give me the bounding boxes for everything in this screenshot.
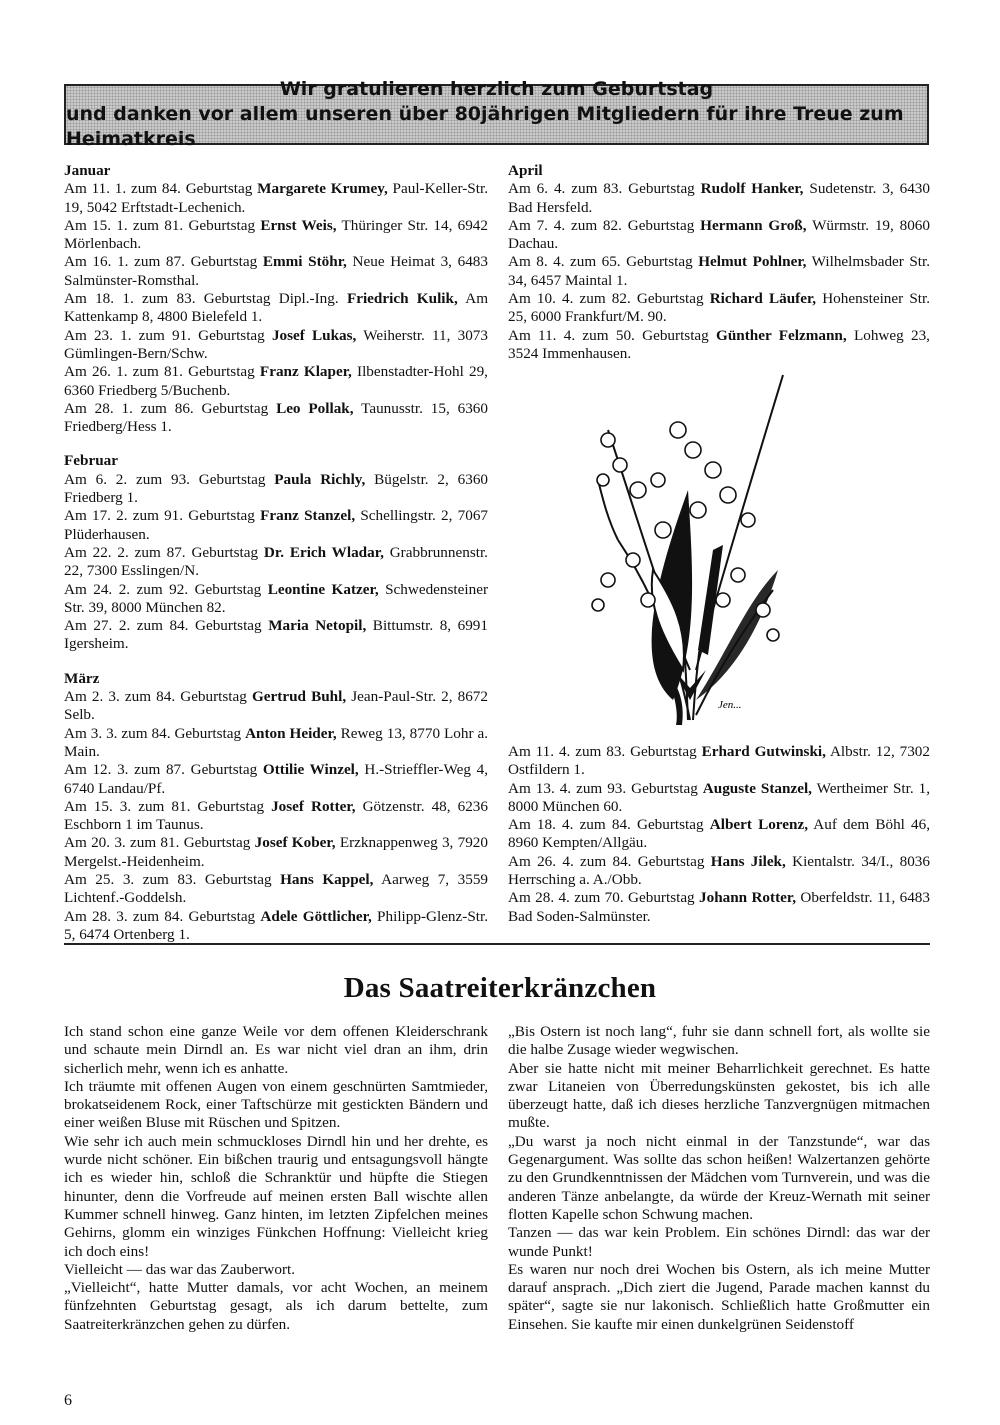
- entry-date: Am 20. 3. zum 81. Geburtstag: [64, 834, 255, 852]
- entry-date: Am 3. 3. zum 84. Geburtstag: [64, 724, 246, 742]
- birthday-entry: [64, 400, 488, 437]
- entry-address: Sudetenstr. 3, 6430 Bad Hersfeld.: [508, 180, 930, 216]
- article-paragraph: Ich stand schon eine ganze Weile vor dem offenen Kleiderschrank und schaute mein Dirndl an. Es war nicht viel dran an ihm, drin sicherlich mehr, wenn ich es anhatte.: [64, 1023, 488, 1077]
- entry-address: Lohweg 23, 3524 Immenhausen.: [508, 326, 930, 362]
- birthday-entry: [64, 363, 488, 400]
- entry-address: Jean-Paul-Str. 2, 8672 Selb.: [64, 688, 488, 724]
- entry-address: Aarweg 7, 3559 Lichtenf.-Goddelsh.: [64, 870, 489, 907]
- birthday-entry: [64, 253, 488, 290]
- entry-name: Gertrud Buhl,: [251, 688, 347, 706]
- entry-address: Wertheimer Str. 1, 8000 München 60.: [508, 779, 930, 815]
- birthday-entry: [64, 761, 488, 798]
- entry-name: Josef Lukas,: [271, 326, 357, 344]
- birthday-entry: [64, 688, 488, 725]
- birthday-entry: [508, 327, 930, 364]
- birthday-entry: [64, 834, 488, 871]
- entry-date: Am 28. 1. zum 86. Geburtstag: [64, 399, 277, 417]
- article-paragraph: Aber sie hatte nicht mit meiner Beharrlichkeit gerechnet. Es hatte zwar Litaneien von Überredungskünsten gekostet, bis ich alle überzeugt hatte, daß ich dieses herzliche Tanzvergnügen mitmachen mußte.: [508, 1059, 930, 1132]
- entry-list: [64, 180, 488, 436]
- article-paragraph: Wie sehr ich auch mein schmuckloses Dirndl hin und her drehte, es wurde nicht schöner. Ein bißchen traurig und entsagungsvoll hängte ich es wieder hin, schloß die Schranktür und hüpfte die Stiegen hinunter, denn die Vorfreude auf meinen ersten Ball wischte allen Kummer schnell hinweg. Ganz hinten, im letzten Zipfelchen meines Gehirns, glomm ein winziges Fünkchen Hoffnung: Vielleicht krieg ich doch eins!: [64, 1132, 488, 1260]
- entry-address: Taunusstr. 15, 6360 Friedberg/Hess 1.: [64, 399, 488, 436]
- entry-list: [64, 688, 488, 944]
- month-heading: März: [64, 669, 100, 687]
- section-divider: [64, 943, 930, 945]
- entry-name: Friedrich Kulik,: [346, 290, 458, 308]
- entry-name: Paula Richly,: [274, 470, 366, 488]
- entry-list: [508, 180, 930, 363]
- banner-line-1: Wir gratulieren herzlich zum Geburtstag: [279, 78, 714, 100]
- entry-name: Hermann Groß,: [700, 216, 807, 234]
- entry-date: Am 2. 3. zum 84. Geburtstag: [64, 688, 252, 706]
- entry-address: Paul-Keller-Str. 19, 5042 Erftstadt-Lechenich.: [64, 180, 488, 216]
- entry-date: Am 11. 4. zum 50. Geburtstag: [508, 326, 717, 344]
- entry-name: Hans Jilek,: [710, 852, 786, 870]
- entry-address: Bittumstr. 8, 6991 Igersheim.: [64, 617, 488, 653]
- month-februar: [64, 452, 488, 653]
- birthday-entry: [64, 581, 488, 618]
- entry-name: Josef Rotter,: [271, 797, 356, 815]
- entry-address: Hohensteiner Str. 25, 6000 Frankfurt/M. 90.: [508, 290, 930, 326]
- entry-date: Am 15. 1. zum 81. Geburtstag: [64, 216, 261, 234]
- entry-date: Am 18. 1. zum 83. Geburtstag Dipl.-Ing.: [64, 290, 347, 308]
- entry-address: Weiherstr. 11, 3073 Gümlingen-Bern/Schw.: [64, 326, 488, 362]
- birthday-entry: [64, 471, 488, 508]
- entry-date: Am 18. 4. zum 84. Geburtstag: [508, 816, 710, 834]
- article-paragraph: Ich träumte mit offenen Augen von einem geschnürten Samtmieder, brokatseidenem Rock, einer Taftschürze mit gestickten Bändern und einer weißen Bluse mit Rüschen und Spitzen.: [64, 1077, 488, 1132]
- entry-address: Schellingstr. 2, 7067 Plüderhausen.: [64, 507, 489, 543]
- entry-name: Maria Netopil,: [268, 617, 367, 635]
- entry-name: Adele Göttlicher,: [260, 907, 372, 925]
- entry-name: Ottilie Winzel,: [262, 761, 359, 779]
- entry-date: Am 11. 1. zum 84. Geburtstag: [64, 180, 258, 198]
- month-maerz: [64, 670, 488, 944]
- entry-name: Dr. Erich Wladar,: [263, 543, 384, 561]
- entry-date: Am 6. 4. zum 83. Geburtstag: [508, 180, 701, 198]
- birthday-column-right: [508, 162, 930, 363]
- entry-name: Josef Kober,: [254, 834, 336, 852]
- article-column-left: [64, 1023, 488, 1334]
- lily-of-the-valley-illustration: [578, 370, 788, 725]
- entry-date: Am 28. 4. zum 70. Geburtstag: [508, 889, 699, 907]
- entry-address: Albstr. 12, 7302 Ostfildern 1.: [508, 743, 930, 779]
- entry-date: Am 25. 3. zum 83. Geburtstag: [64, 870, 281, 888]
- entry-address: H.-Strieffler-Weg 4, 6740 Landau/Pf.: [64, 761, 488, 797]
- birthday-column-right-continued: [508, 743, 930, 926]
- article-paragraph: „Bis Ostern ist noch lang“, fuhr sie dann schnell fort, als wollte sie die halbe Zusage wieder wegwischen.: [508, 1023, 930, 1059]
- entry-name: Leontine Katzer,: [267, 580, 379, 598]
- entry-address: Grabbrunnenstr. 22, 7300 Esslingen/N.: [64, 543, 488, 580]
- birthday-entry: [64, 544, 488, 581]
- entry-date: Am 26. 1. zum 81. Geburtstag: [64, 363, 260, 381]
- month-januar: [64, 162, 488, 436]
- entry-address: Würmstr. 19, 8060 Dachau.: [508, 216, 930, 253]
- article-paragraph: „Du warst ja noch nicht einmal in der Tanzstunde“, war das Gegenargument. Was sollte das schon heißen! Walzertanzen gehörte zu den Grundkenntnissen der Mädchen vom Turnverein, und was die anderen Tänze anbelangte, da würde der Kreuz-Wernath mit seiner flotten Kapelle schon Schwung machen.: [508, 1132, 930, 1223]
- birthday-entry: [64, 908, 488, 945]
- article-paragraph: Vielleicht — das war das Zauberwort.: [64, 1260, 296, 1278]
- article-title: Das Saatreiterkränzchen: [343, 972, 657, 1004]
- article-paragraph: Tanzen — das war kein Problem. Ein schönes Dirndl: das war der wunde Punkt!: [508, 1224, 930, 1260]
- entry-name: Helmut Pohlner,: [698, 253, 807, 271]
- entry-name: Franz Stanzel,: [260, 507, 356, 525]
- entry-address: Oberfeldstr. 11, 6483 Bad Soden-Salmünster.: [508, 889, 930, 925]
- entry-name: Auguste Stanzel,: [702, 779, 812, 797]
- birthday-entry: [64, 217, 488, 254]
- entry-name: Rudolf Hanker,: [700, 180, 804, 198]
- birthday-entry: [508, 180, 930, 217]
- entry-address: Bügelstr. 2, 6360 Friedberg 1.: [64, 470, 489, 507]
- entry-address: Götzenstr. 48, 6236 Eschborn 1 im Taunus.: [64, 797, 488, 834]
- entry-address: Reweg 13, 8770 Lohr a. Main.: [64, 724, 488, 760]
- entry-address: Wilhelmsbader Str. 34, 6457 Maintal 1.: [508, 253, 930, 289]
- entry-address: Schwedensteiner Str. 39, 8000 München 82.: [64, 580, 489, 616]
- birthday-entry: [508, 253, 930, 290]
- birthday-entry: [508, 217, 930, 254]
- entry-name: Erhard Gutwinski,: [701, 743, 826, 760]
- birthday-entry: [508, 743, 930, 780]
- entry-name: Albert Lorenz,: [709, 816, 808, 834]
- entry-name: Günther Felzmann,: [716, 326, 847, 344]
- birthday-entry: [64, 871, 488, 908]
- entry-date: Am 12. 3. zum 87. Geburtstag: [64, 761, 263, 779]
- birthday-entry: [508, 853, 930, 890]
- entry-list: [508, 743, 930, 926]
- entry-date: Am 24. 2. zum 92. Geburtstag: [64, 580, 268, 598]
- birthday-entry: [64, 180, 488, 217]
- entry-date: Am 15. 3. zum 81. Geburtstag: [64, 797, 272, 815]
- entry-name: Franz Klaper,: [259, 363, 352, 381]
- entry-date: Am 27. 2. zum 84. Geburtstag: [64, 617, 269, 635]
- entry-name: Hans Kappel,: [280, 870, 374, 888]
- birthday-entry: [64, 507, 488, 544]
- banner-line-2: und danken vor allem unseren über 80jährigen Mitgliedern für ihre Treue zum Heimatkreis: [66, 103, 904, 150]
- entry-address: Am Kattenkamp 8, 4800 Bielefeld 1.: [64, 290, 489, 326]
- month-heading: April: [508, 162, 543, 179]
- entry-date: Am 13. 4. zum 93. Geburtstag: [508, 779, 703, 797]
- entry-date: Am 22. 2. zum 87. Geburtstag: [64, 543, 264, 561]
- month-heading: Januar: [64, 162, 111, 179]
- birthday-entry: [508, 889, 930, 926]
- birthday-entry: [64, 725, 488, 762]
- entry-name: Richard Läufer,: [709, 290, 817, 308]
- birthday-entry: [64, 290, 488, 327]
- entry-name: Leo Pollak,: [276, 399, 354, 417]
- entry-date: Am 11. 4. zum 83. Geburtstag: [508, 743, 702, 760]
- page-number: 6: [64, 1392, 72, 1409]
- entry-name: Anton Heider,: [245, 724, 337, 742]
- entry-date: Am 7. 4. zum 82. Geburtstag: [508, 216, 701, 234]
- entry-address: Neue Heimat 3, 6483 Salmünster-Romsthal.: [64, 253, 488, 289]
- article-paragraph: „Vielleicht“, hatte Mutter damals, vor acht Wochen, an meinem fünfzehnten Geburtstag gesagt, als ich darum bettelte, zum Saatreiterkränzchen gehen zu dürfen.: [64, 1279, 488, 1333]
- entry-address: Auf dem Böhl 46, 8960 Kempten/Allgäu.: [508, 816, 931, 852]
- entry-list: [64, 471, 488, 654]
- entry-date: Am 26. 4. zum 84. Geburtstag: [508, 852, 711, 870]
- month-heading: Februar: [64, 452, 118, 470]
- birthday-entry: [64, 617, 488, 654]
- entry-name: Margarete Krumey,: [257, 180, 388, 198]
- entry-date: Am 17. 2. zum 91. Geburtstag: [64, 507, 261, 525]
- entry-date: Am 10. 4. zum 82. Geburtstag: [508, 290, 710, 308]
- birthday-column-left: [64, 162, 488, 960]
- birthday-entry: [508, 816, 930, 853]
- entry-date: Am 6. 2. zum 93. Geburtstag: [64, 470, 275, 488]
- entry-address: Ilbenstadter-Hohl 29, 6360 Friedberg 5/Buchenb.: [64, 363, 488, 399]
- article-paragraph: Es waren nur noch drei Wochen bis Ostern, als ich meine Mutter darauf ansprach. „Dich ziert die Jugend, Parade machen kannst du später“, sagte sie nur lakonisch. Schließlich hatte Großmutter ein Einsehen. Sie kaufte mir einen dunkelgrünen Seidenstoff: [508, 1260, 930, 1333]
- birthday-entry: [64, 327, 488, 364]
- entry-name: Emmi Stöhr,: [262, 253, 347, 271]
- birthday-entry: [64, 798, 488, 835]
- entry-address: Erzknappenweg 3, 7920 Mergelst.-Heidenheim.: [64, 834, 488, 870]
- birthday-entry: [508, 780, 930, 817]
- entry-name: Johann Rotter,: [699, 889, 797, 907]
- entry-date: Am 16. 1. zum 87. Geburtstag: [64, 253, 263, 271]
- entry-address: Kientalstr. 34/I., 8036 Herrsching a. A./Obb.: [508, 852, 930, 889]
- entry-date: Am 23. 1. zum 91. Geburtstag: [64, 326, 272, 344]
- entry-name: Ernst Weis,: [260, 216, 337, 234]
- article-column-right: [508, 1023, 930, 1334]
- entry-address: Philipp-Glenz-Str. 5, 6474 Ortenberg 1.: [64, 907, 489, 943]
- entry-address: Thüringer Str. 14, 6942 Mörlenbach.: [64, 216, 488, 253]
- artist-signature: Jen...: [718, 699, 742, 711]
- birthday-entry: [508, 290, 930, 327]
- entry-date: Am 8. 4. zum 65. Geburtstag: [508, 253, 699, 271]
- entry-date: Am 28. 3. zum 84. Geburtstag: [64, 907, 261, 925]
- greeting-banner: [64, 78, 929, 150]
